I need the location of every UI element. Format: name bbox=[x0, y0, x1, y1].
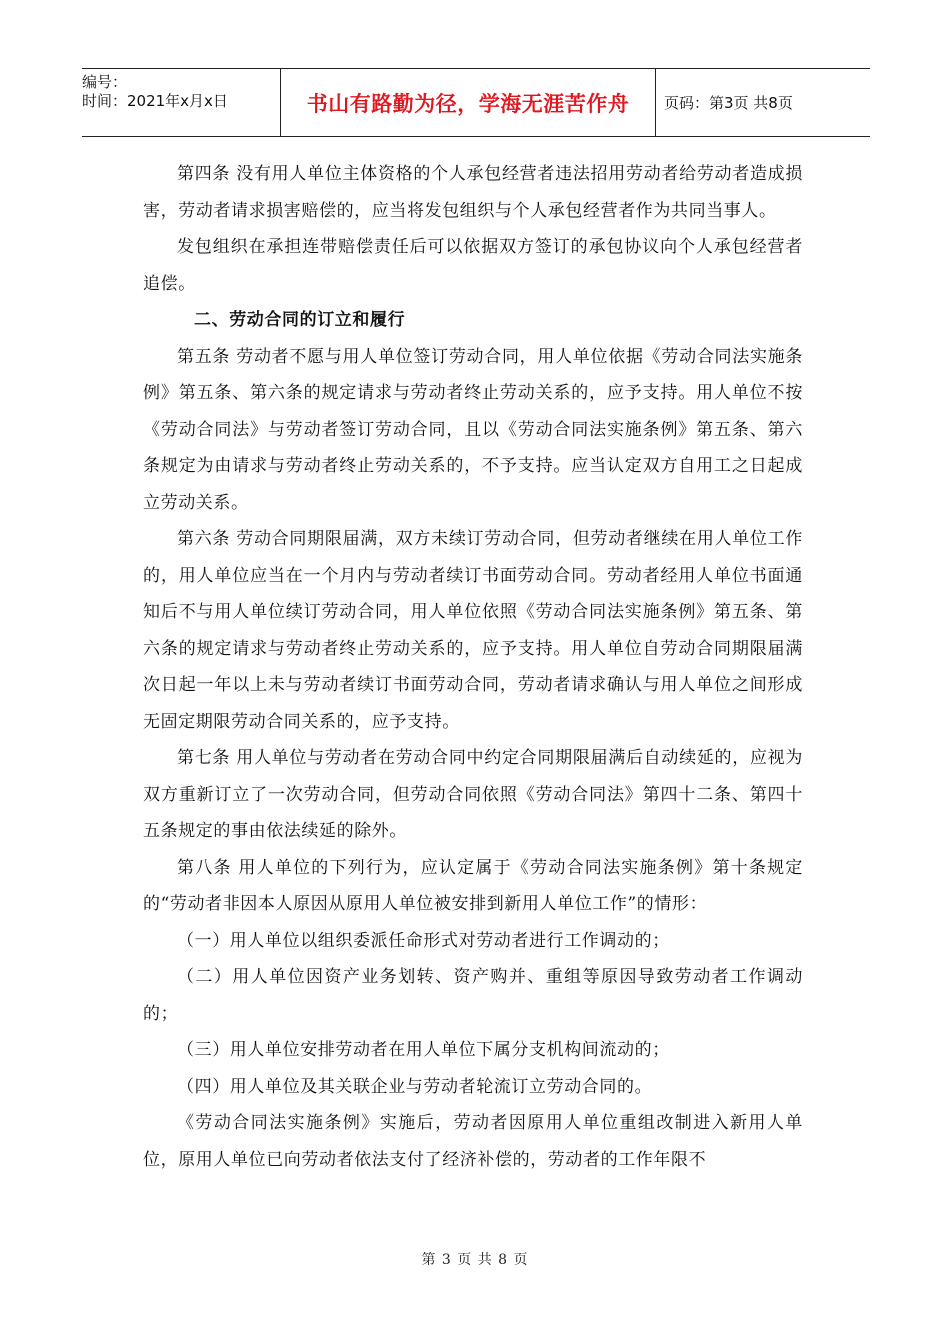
paragraph-article-6: 第六条 劳动合同期限届满，双方未续订劳动合同，但劳动者继续在用人单位工作的，用人单位应当在一个月内与劳动者续订书面劳动合同。劳动者经用人单位书面通知后不与用人单位续订劳动合同，用人单位依照《劳动合同法实施条例》第五条、第六条的规定请求与劳动者终止劳动关系的，应予支持。用人单位自劳动合同期限届满次日起一年以上未与劳动者续订书面劳动合同，劳动者请求确认与用人单位之间形成无固定期限劳动合同关系的，应予支持。 bbox=[143, 529, 803, 732]
paragraph-recourse: 发包组织在承担连带赔偿责任后可以依据双方签订的承包协议向个人承包经营者追偿。 bbox=[143, 237, 803, 294]
list-item-4: （四）用人单位及其关联企业与劳动者轮流订立劳动合同的。 bbox=[177, 1076, 653, 1097]
paragraph-article-8: 第八条 用人单位的下列行为，应认定属于《劳动合同法实施条例》第十条规定的“劳动者非因本人原因从原用人单位被安排到新用人单位工作”的情形： bbox=[143, 857, 803, 914]
list-item-2: （二）用人单位因资产业务划转、资产购并、重组等原因导致劳动者工作调动的； bbox=[143, 967, 803, 1024]
page-footer: 第 3 页 共 8 页 bbox=[421, 1252, 529, 1268]
paragraph-article-7: 第七条 用人单位与劳动者在劳动合同中约定合同期限届满后自动续延的，应视为双方重新订立了一次劳动合同，但劳动合同依照《劳动合同法》第四十二条、第四十五条规定的事由依法续延的除外。 bbox=[143, 748, 803, 841]
header-meta bbox=[82, 69, 280, 136]
page-header bbox=[82, 68, 870, 137]
paragraph-after-regulation: 《劳动合同法实施条例》实施后，劳动者因原用人单位重组改制进入新用人单位，原用人单位已向劳动者依法支付了经济补偿的，劳动者的工作年限不 bbox=[143, 1113, 803, 1170]
number-label: 编号： bbox=[82, 73, 128, 91]
document-body bbox=[143, 156, 803, 1178]
list-item-3: （三）用人单位安排劳动者在用人单位下属分支机构间流动的； bbox=[177, 1040, 670, 1060]
time-label: 时间：2021年x月x日 bbox=[82, 92, 228, 110]
header-page-label: 页码：第3页 共8页 bbox=[664, 94, 793, 112]
header-motto: 书山有路勤为径，学海无涯苦作舟 bbox=[280, 69, 656, 136]
paragraph-article-5: 第五条 劳动者不愿与用人单位签订劳动合同，用人单位依据《劳动合同法实施条例》第五条、第六条的规定请求与劳动者终止劳动关系的，应予支持。用人单位不按《劳动合同法》与劳动者签订劳动合同，且以《劳动合同法实施条例》第五条、第六条规定为由请求与劳动者终止劳动关系的，不予支持。应当认定双方自用工之日起成立劳动关系。 bbox=[143, 346, 803, 513]
paragraph-article-4: 第四条 没有用人单位主体资格的个人承包经营者违法招用劳动者给劳动者造成损害，劳动者请求损害赔偿的，应当将发包组织与个人承包经营者作为共同当事人。 bbox=[143, 164, 803, 221]
list-item-1: （一）用人单位以组织委派任命形式对劳动者进行工作调动的； bbox=[177, 930, 670, 951]
section-heading: 二、劳动合同的订立和履行 bbox=[194, 310, 406, 330]
